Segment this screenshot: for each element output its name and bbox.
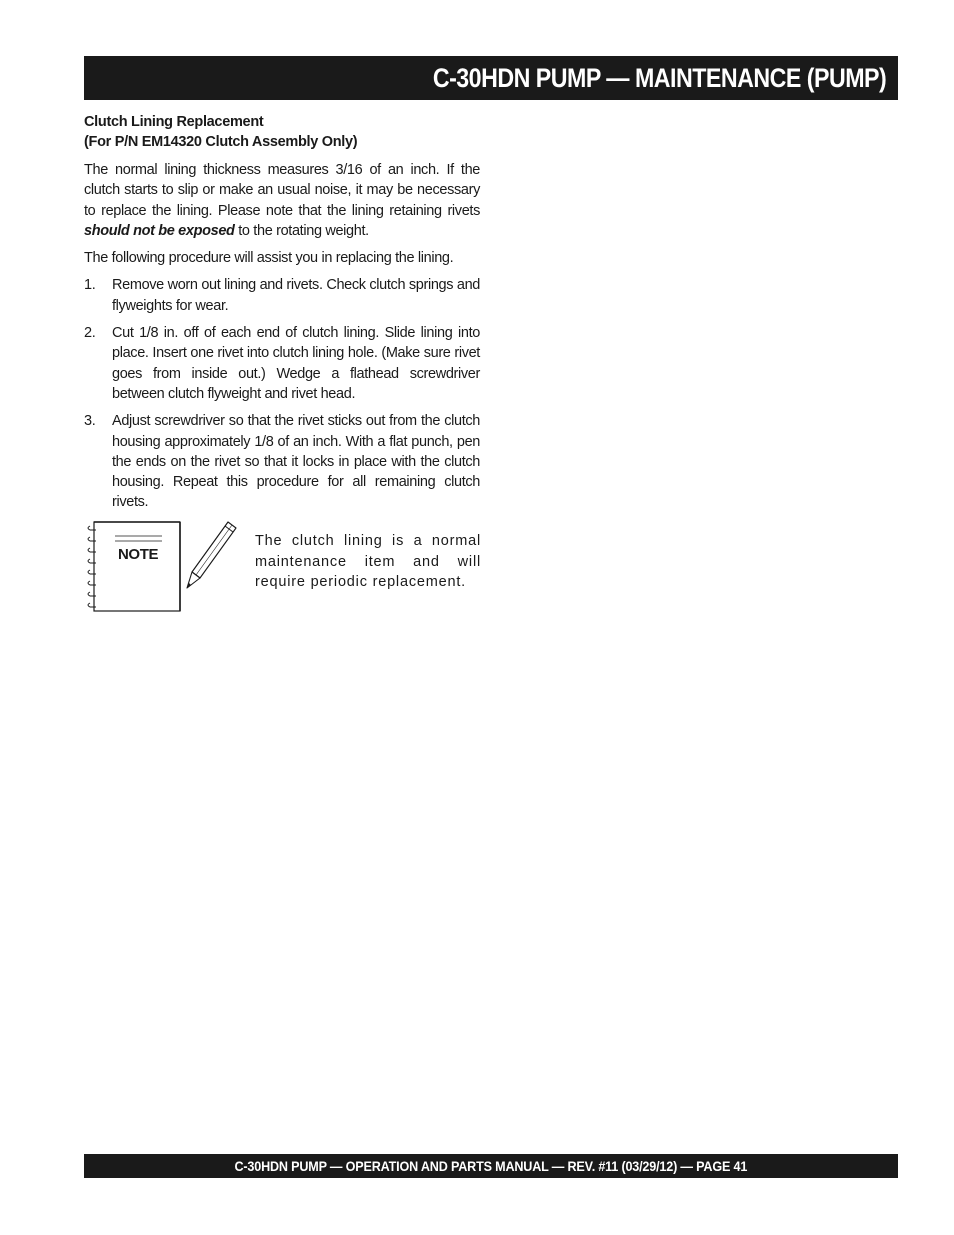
intro-paragraph (84, 160, 480, 241)
step-number: 2. (84, 325, 96, 342)
pencil-icon (184, 518, 242, 592)
procedure-step-1 (84, 275, 480, 316)
notepad-icon (84, 520, 182, 612)
note-callout (84, 518, 484, 614)
section-heading-line-1: Clutch Lining Replacement (84, 114, 264, 130)
section-heading (84, 113, 480, 152)
section-heading-line-2: (For P/N EM14320 Clutch Assembly Only) (84, 133, 358, 150)
procedure-step-3 (84, 411, 480, 512)
page-footer: C-30HDN PUMP — OPERATION AND PARTS MANUAL — REV. #11 (03/29/12) — PAGE 41 (234, 1158, 748, 1174)
page-footer-bar (84, 1154, 898, 1178)
step-text: Cut 1/8 in. off of each end of clutch lining. Slide lining into place. Insert one rivet into clutch lining hole. (Make sure rivet goes from inside out.) Wedge a flathead screwdriver between clutch flyweight and rivet head. (112, 325, 480, 402)
note-label: NOTE (118, 546, 159, 563)
page-header-bar (84, 56, 898, 100)
intro-text-end: to the rotating weight. (234, 222, 369, 239)
note-text: The clutch lining is a normal maintenance item and will require periodic replacement. (255, 533, 481, 590)
procedure-step-2 (84, 323, 480, 404)
procedure-intro: The following procedure will assist you in replacing the lining. (84, 250, 454, 267)
page-title: C-30HDN PUMP — MAINTENANCE (PUMP) (432, 63, 886, 93)
intro-text-start: The normal lining thickness measures 3/16 of an inch. If the clutch starts to slip or make an usual noise, it may be necessary to replace the lining. Please note that the lining retaining rivets (84, 162, 480, 219)
main-content (84, 113, 480, 520)
intro-emphasis: should not be exposed (84, 222, 235, 239)
step-number: 1. (84, 277, 96, 294)
procedure-steps (84, 275, 480, 512)
step-number: 3. (84, 413, 96, 430)
step-text: Adjust screwdriver so that the rivet sticks out from the clutch housing approximately 1/8 of an inch. With a flat punch, pen the ends on the rivet so that it locks in place with the clutch housing. Repeat this procedure for all remaining clutch rivets. (112, 413, 480, 511)
step-text: Remove worn out lining and rivets. Check clutch springs and flyweights for wear. (112, 277, 480, 314)
